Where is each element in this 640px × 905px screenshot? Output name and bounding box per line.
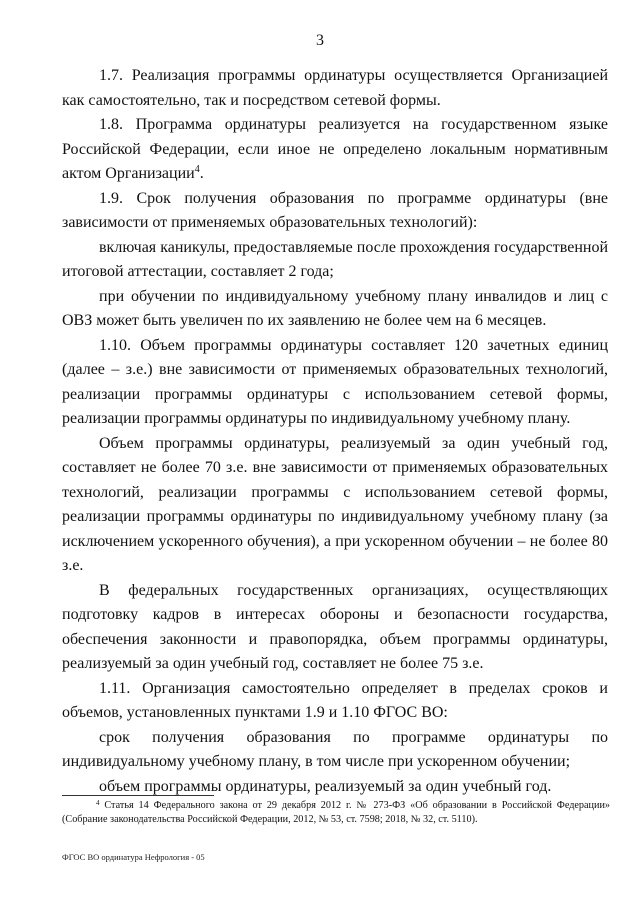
paragraph-1-8-tail: . [199,165,204,182]
paragraph-1-8 [62,113,608,187]
paragraph-1-10-annual: Объем программы ординатуры, реализуемый за один учебный год, составляет не более 70 з.е. вне зависимости от применяемых образовательных технологий, реализации программы с использованием сетевой формы, реализации программы ординатуры по индивидуальному учебному плану (за исключением ускоренного обучения), а при ускоренном обучении – не более 80 з.е. [62,434,608,574]
paragraph-1-9-item-1: включая каникулы, предоставляемые после прохождения государственной итоговой аттестации, составляет 2 года; [62,238,608,280]
document-body [62,64,608,799]
paragraph-1-11: 1.11. Организация самостоятельно определяет в пределах сроков и объемов, установленных пунктами 1.9 и 1.10 ФГОС ВО: [62,679,608,721]
footnote-text: Статья 14 Федерального закона от 29 декабря 2012 г. № 273-ФЗ «Об образовании в Российской Федерации» (Собрание законодательства Российской Федерации, 2012, № 53, ст. 7598; 2018, № 32, ст. 5110). [62,800,610,825]
paragraph-1-11-item-2: объем программы ординатуры, реализуемый за один учебный год. [99,777,552,795]
paragraph-1-9-item-2: при обучении по индивидуальному учебному плану инвалидов и лиц с ОВЗ может быть увеличен по их заявлению не более чем на 6 месяцев. [62,287,608,329]
footnote-reference: 4 [194,164,200,175]
paragraph-1-11-item-1: срок получения образования по программе ординатуры по индивидуальному учебному плану, в том числе при ускоренном обучении; [62,728,608,770]
paragraph-1-9: 1.9. Срок получения образования по программе ординатуры (вне зависимости от применяемых образовательных технологий): [62,189,608,231]
footnote-marker: 4 [96,799,100,807]
page-number: 3 [316,32,324,49]
footnote-divider [62,795,214,796]
paragraph-1-10-federal: В федеральных государственных организациях, осуществляющих подготовку кадров в интересах обороны и безопасности государства, обеспечения законности и правопорядка, объем программы ординатуры, реализуемый за один учебный год, составляет не более 75 з.е. [62,581,608,672]
paragraph-1-10: 1.10. Объем программы ординатуры составляет 120 зачетных единиц (далее – з.е.) вне зависимости от применяемых образовательных технологий, реализации программы ординатуры с использованием сетевой формы, реализации программы ординатуры по индивидуальному учебному плану. [62,336,608,427]
page-footer: ФГОС ВО ординатура Нефрология - 05 [62,852,205,862]
footnote [62,799,610,827]
paragraph-1-8-text: 1.8. Программа ординатуры реализуется на государственном языке Российской Федерации, если иное не определено локальным нормативным актом Организации [62,116,608,182]
paragraph-1-7: 1.7. Реализация программы ординатуры осуществляется Организацией как самостоятельно, так и посредством сетевой формы. [62,67,608,109]
